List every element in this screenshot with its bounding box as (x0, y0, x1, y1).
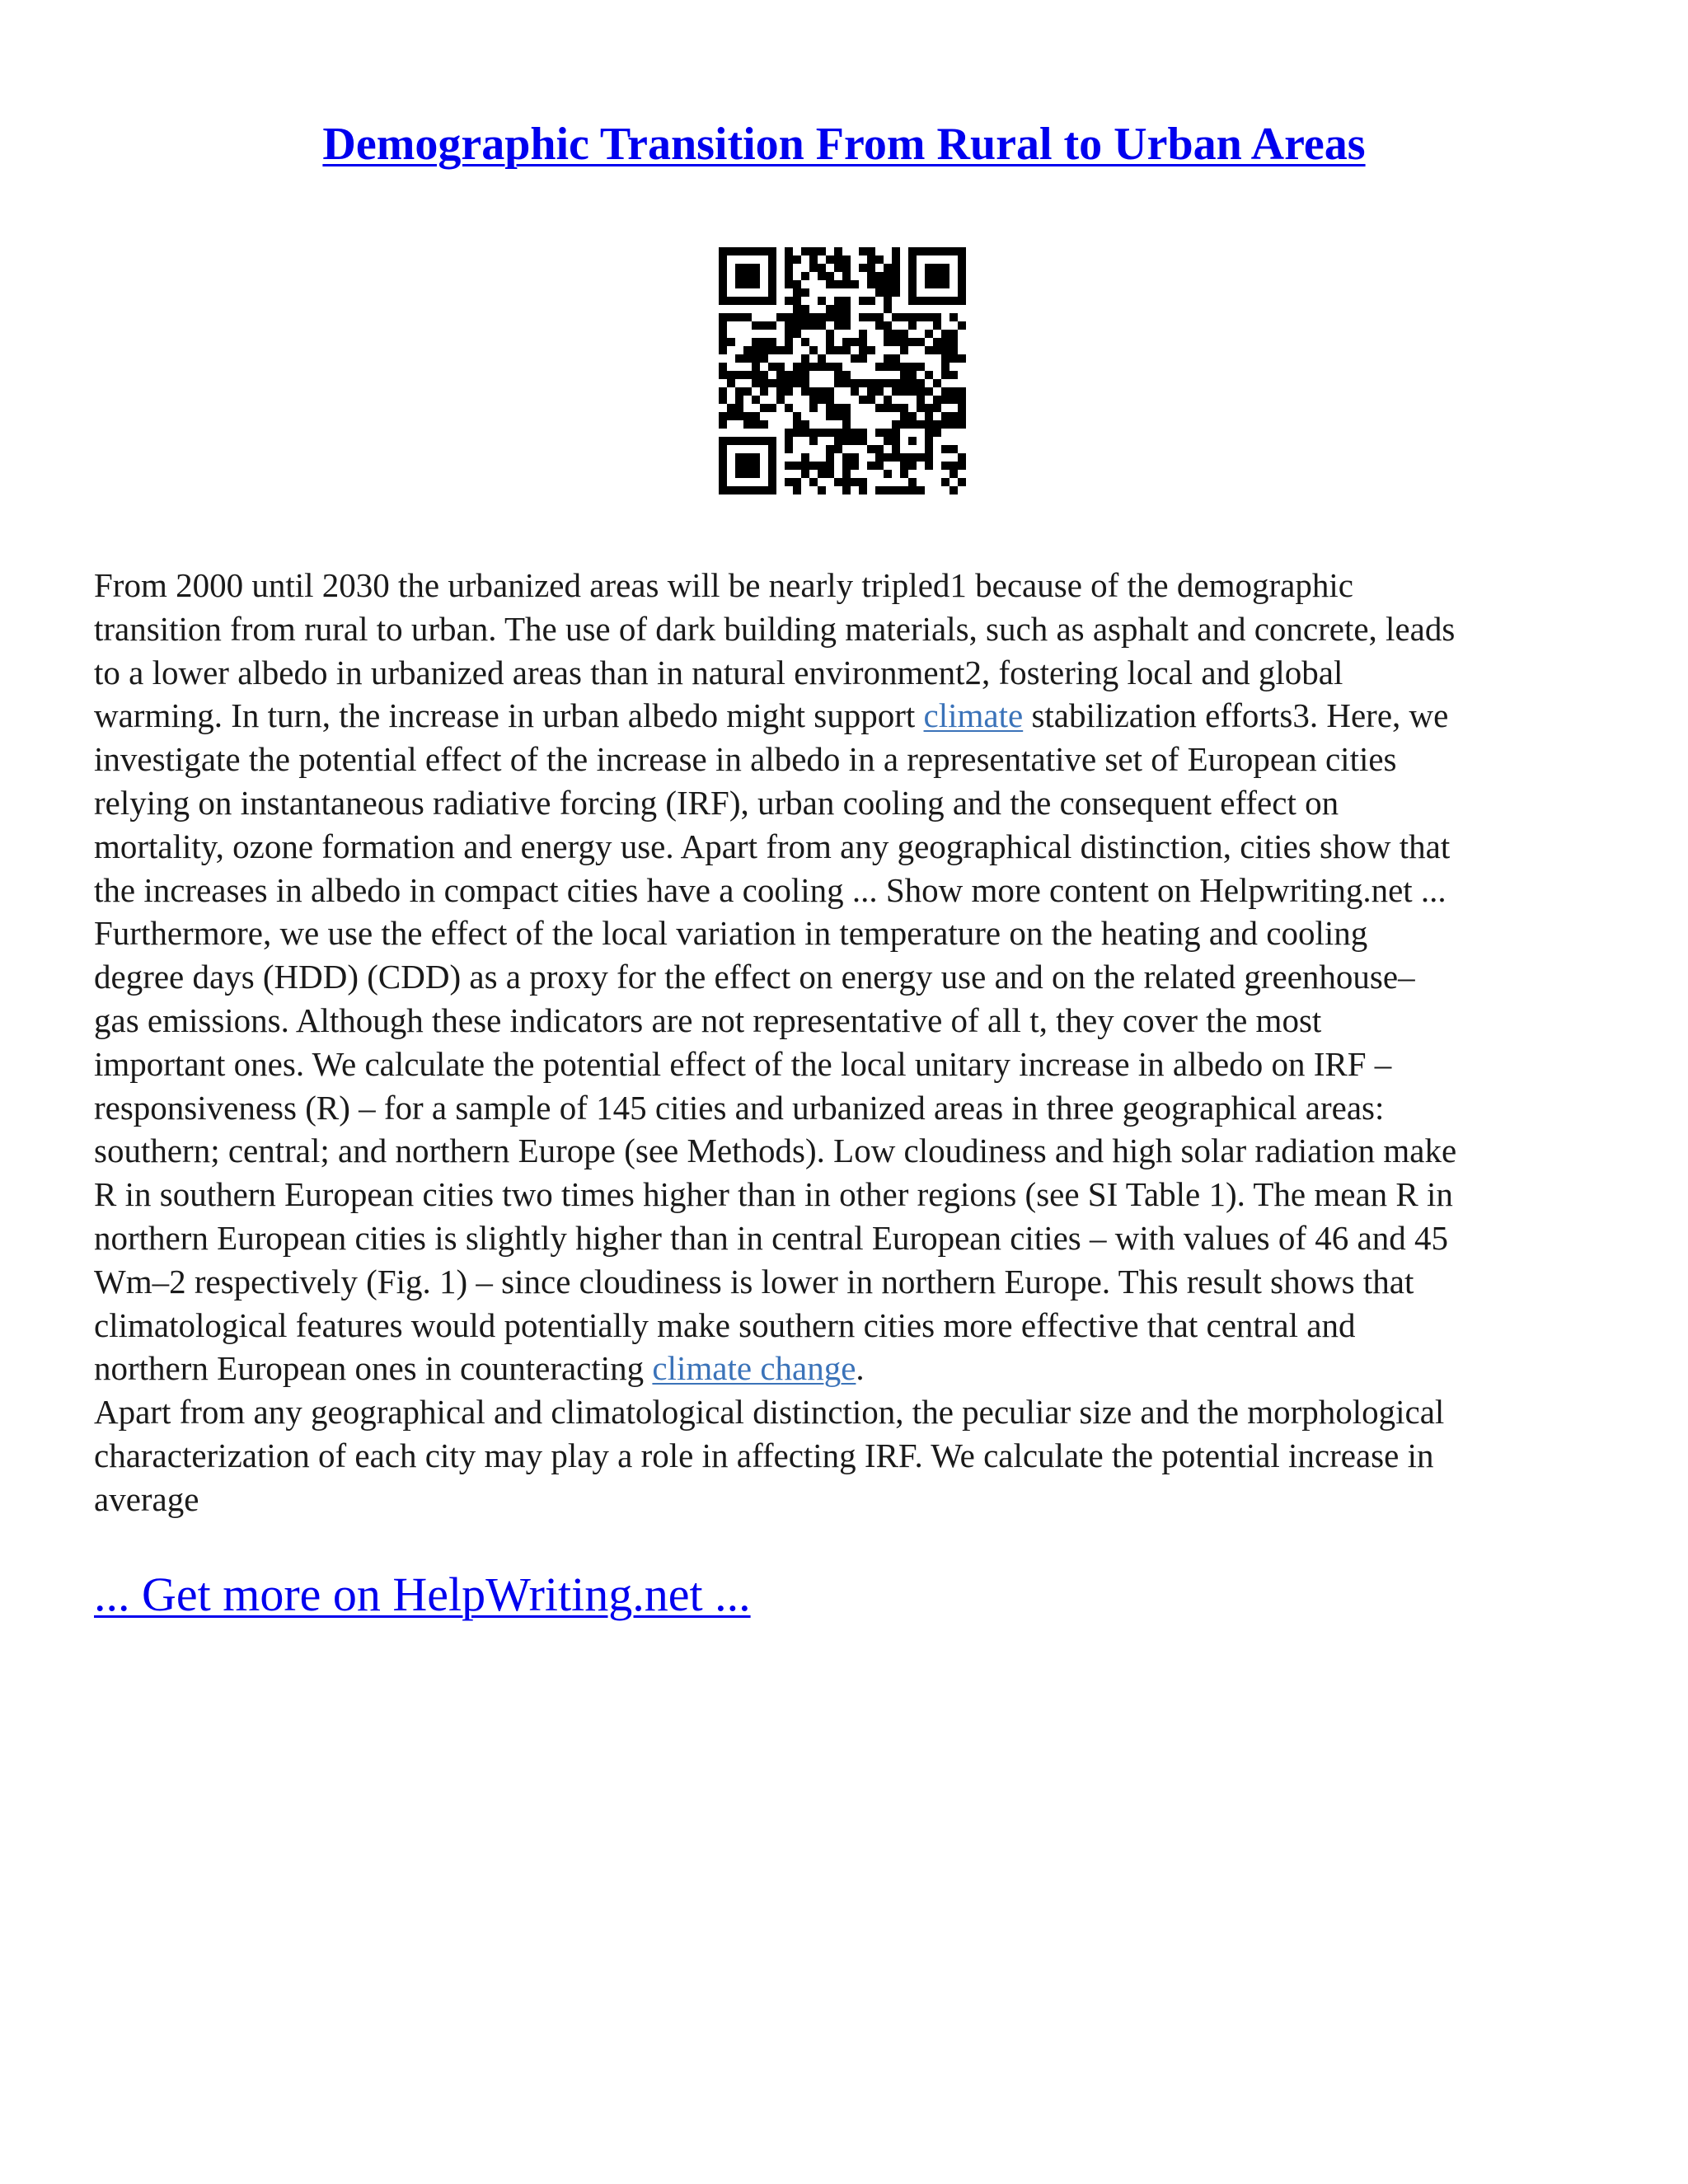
text-line (94, 1173, 1602, 1216)
text-segment: southern; central; and northern Europe (see Methods). Low cloudiness and high solar radiation make (94, 1132, 1457, 1170)
text-segment: to a lower albedo in urbanized areas than in natural environment2, fostering local and global (94, 653, 1343, 691)
article-body (94, 564, 1602, 1521)
text-line (94, 955, 1602, 999)
get-more-link[interactable]: ... Get more on HelpWriting.net ... (94, 1568, 751, 1621)
text-line (94, 1129, 1602, 1173)
text-segment: R in southern European cities two times higher than in other regions (see SI Table 1). The mean R in (94, 1175, 1453, 1214)
text-segment: northern European ones in counteracting (94, 1349, 653, 1388)
text-line (94, 912, 1602, 955)
text-segment: the increases in albedo in compact cities have a cooling ... Show more content on Helpwriting.net ... (94, 870, 1447, 909)
text-segment: responsiveness (R) – for a sample of 145 cities and urbanized areas in three geographical areas: (94, 1088, 1385, 1127)
text-line (94, 1434, 1602, 1478)
text-segment: From 2000 until 2030 the urbanized areas will be nearly tripled1 because of the demographic (94, 566, 1353, 604)
qr-code (719, 247, 966, 494)
text-line (94, 1086, 1602, 1130)
text-segment: climatological features would potentially make southern cities more effective that central and (94, 1305, 1356, 1344)
text-line (94, 1478, 1602, 1521)
text-line (94, 999, 1602, 1043)
inline-link-climate[interactable]: climate (923, 696, 1024, 735)
inline-link-climate-change[interactable]: climate change (652, 1349, 856, 1388)
text-segment: stabilization efforts3. Here, we (1023, 696, 1449, 735)
text-segment: warming. In turn, the increase in urban albedo might support (94, 696, 924, 735)
text-segment: degree days (HDD) (CDD) as a proxy for the effect on energy use and on the related greenhouse– (94, 958, 1415, 996)
text-line (94, 738, 1602, 781)
text-segment: . (856, 1349, 865, 1388)
text-segment: Wm–2 respectively (Fig. 1) – since cloudiness is lower in northern Europe. This result shows that (94, 1262, 1414, 1301)
text-segment: average (94, 1479, 199, 1518)
text-segment: northern European cities is slightly higher than in central European cities – with values of 46 and 45 (94, 1218, 1448, 1257)
text-line (94, 564, 1602, 607)
text-segment: investigate the potential effect of the increase in albedo in a representative set of European cities (94, 740, 1397, 779)
text-segment: characterization of each city may play a role in affecting IRF. We calculate the potential increase in (94, 1436, 1434, 1474)
text-segment: transition from rural to urban. The use of dark building materials, such as asphalt and concrete, leads (94, 609, 1456, 648)
text-line (94, 1347, 1602, 1390)
text-line (94, 1390, 1602, 1434)
text-line (94, 1043, 1602, 1086)
text-line (94, 781, 1602, 825)
text-segment: Furthermore, we use the effect of the local variation in temperature on the heating and cooling (94, 914, 1368, 953)
paragraph-1 (94, 564, 1602, 1390)
text-line (94, 607, 1602, 651)
text-line (94, 651, 1602, 695)
text-segment: gas emissions. Although these indicators are not representative of all t, they cover the most (94, 1001, 1322, 1039)
paragraph-2 (94, 1390, 1602, 1521)
text-segment: mortality, ozone formation and energy use. Apart from any geographical distinction, cities show that (94, 827, 1451, 865)
text-line (94, 1216, 1602, 1260)
text-line (94, 1260, 1602, 1304)
text-segment: important ones. We calculate the potential effect of the local unitary increase in albedo on IRF – (94, 1044, 1392, 1083)
text-line (94, 869, 1602, 912)
text-line (94, 825, 1602, 869)
text-segment: relying on instantaneous radiative forcing (IRF), urban cooling and the consequent effect on (94, 783, 1339, 822)
text-line (94, 694, 1602, 738)
document-title-link[interactable]: Demographic Transition From Rural to Urban Areas (322, 119, 1366, 170)
text-line (94, 1304, 1602, 1347)
text-segment: Apart from any geographical and climatological distinction, the peculiar size and the morphological (94, 1393, 1445, 1432)
